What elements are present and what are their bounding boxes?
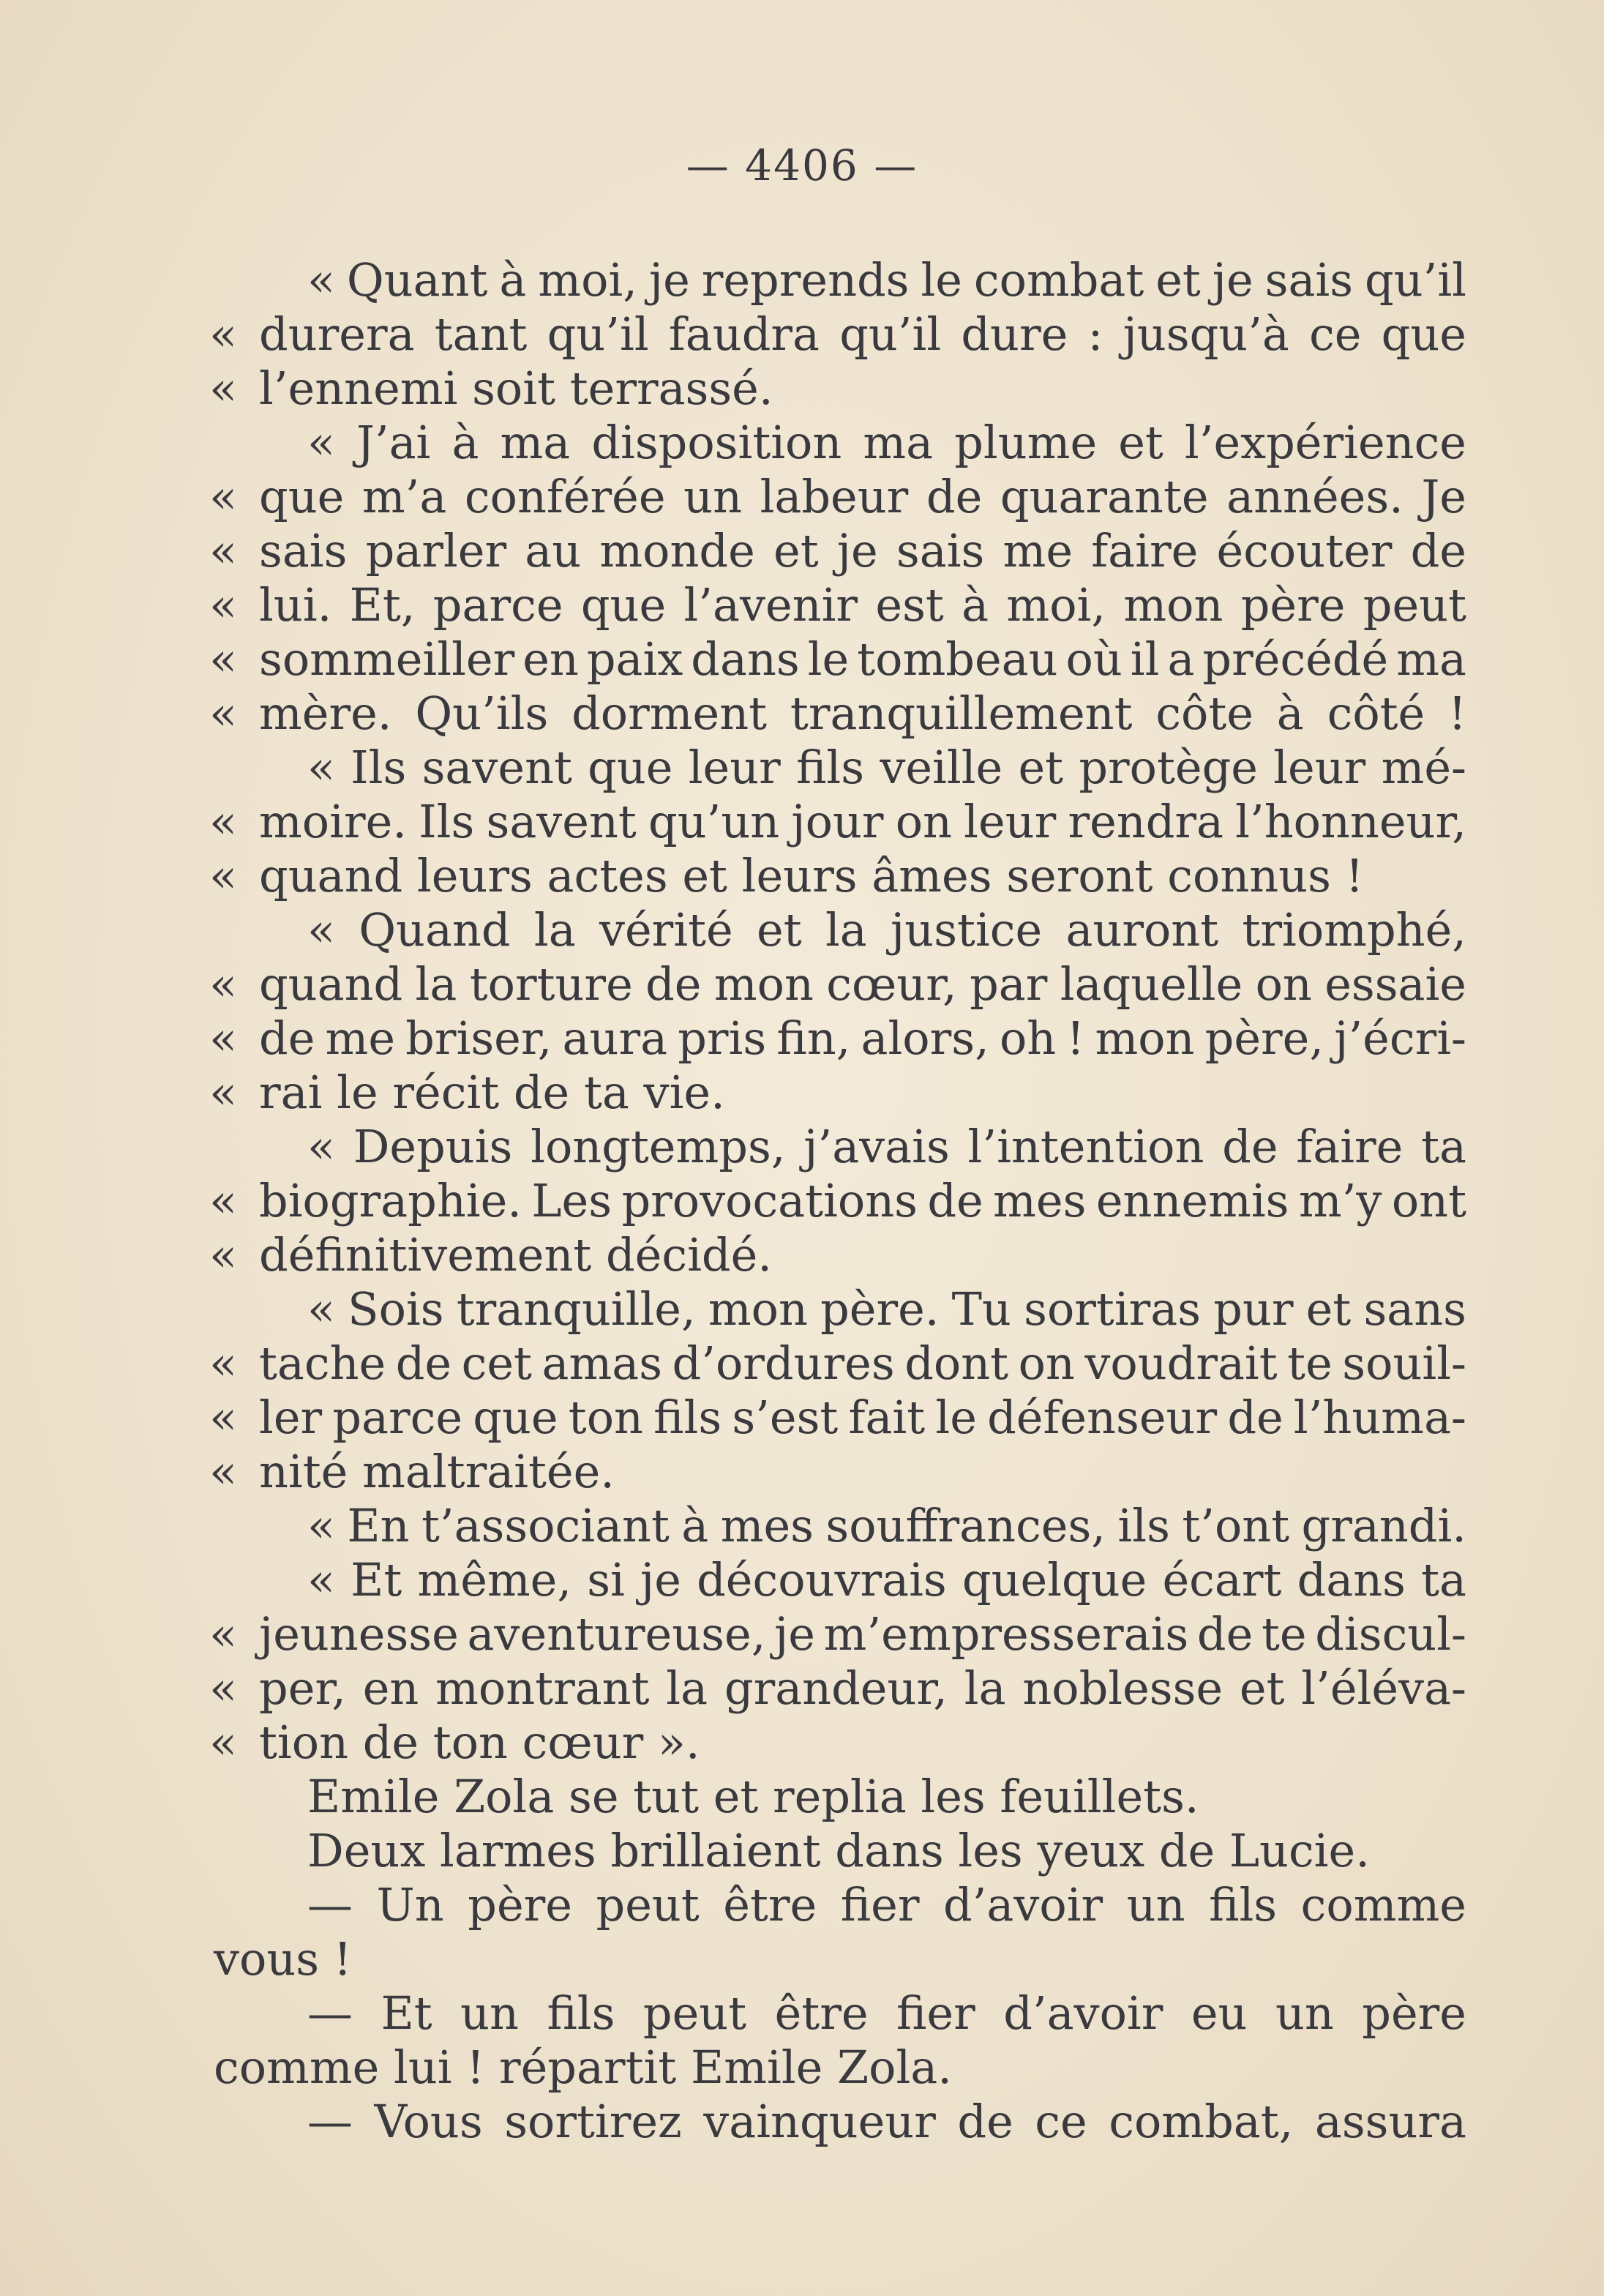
line-text: tion de ton cœur ». — [259, 1716, 700, 1769]
line-text: tache de cet amas d’ordures dont on voudrait te souil- — [259, 1336, 1466, 1390]
text-line — [209, 1174, 1466, 1228]
text-line — [214, 1282, 1466, 1336]
text-line — [209, 632, 1466, 687]
text-line — [214, 1499, 1466, 1553]
text-line — [214, 2041, 1466, 2095]
line-text: jeunesse aventureuse, je m’empresserais de te discul- — [259, 1607, 1466, 1661]
continuation-quote-mark: « — [209, 1661, 237, 1715]
line-text: mère. Qu’ils dorment tranquillement côte à côté ! — [259, 687, 1466, 740]
text-line — [209, 687, 1466, 741]
line-text: quand la torture de mon cœur, par laquelle on essaie — [259, 957, 1466, 1011]
line-text: comme lui ! répartit Emile Zola. — [214, 2041, 952, 2094]
text-line — [214, 741, 1466, 795]
text-line — [214, 1770, 1466, 1824]
text-line — [214, 253, 1466, 307]
line-text: définitivement décidé. — [259, 1228, 773, 1282]
text-line — [214, 1120, 1466, 1174]
text-line — [209, 1445, 1466, 1499]
continuation-quote-mark: « — [209, 307, 237, 361]
line-text: que m’a conférée un labeur de quarante années. Je — [259, 470, 1466, 523]
line-text: rai le récit de ta vie. — [259, 1066, 725, 1119]
text-line — [214, 1824, 1466, 1878]
line-text: moire. Ils savent qu’un jour on leur rendra l’honneur, — [259, 795, 1466, 848]
continuation-quote-mark: « — [209, 1066, 237, 1119]
line-text: — Un père peut être fier d’avoir un fils comme — [307, 1878, 1466, 1932]
continuation-quote-mark: « — [209, 1391, 237, 1444]
continuation-quote-mark: « — [209, 1607, 237, 1661]
text-line — [214, 903, 1466, 957]
continuation-quote-mark: « — [209, 849, 237, 902]
line-text: « Et même, si je découvrais quelque écart dans ta — [307, 1553, 1466, 1607]
continuation-quote-mark: « — [209, 362, 237, 415]
continuation-quote-mark: « — [209, 1445, 237, 1498]
line-text: « Sois tranquille, mon père. Tu sortiras pur et sans — [307, 1282, 1466, 1336]
line-text: « Ils savent que leur fils veille et protège leur mé- — [307, 741, 1466, 794]
line-text: « En t’associant à mes souffrances, ils t’ont grandi. — [307, 1499, 1466, 1552]
continuation-quote-mark: « — [209, 1011, 237, 1065]
text-line — [209, 362, 1466, 416]
continuation-quote-mark: « — [209, 1716, 237, 1769]
text-line — [214, 1553, 1466, 1607]
line-text: sais parler au monde et je sais me faire écouter de — [259, 524, 1466, 577]
text-line — [209, 1607, 1466, 1661]
text-line — [209, 1661, 1466, 1716]
text-line — [214, 1878, 1466, 1932]
continuation-quote-mark: « — [209, 524, 237, 577]
text-line — [209, 1011, 1466, 1066]
body-text — [209, 253, 1466, 2149]
text-line — [209, 849, 1466, 903]
text-line — [209, 957, 1466, 1011]
line-text: Emile Zola se tut et replia les feuillets. — [307, 1770, 1199, 1823]
line-text: biographie. Les provocations de mes ennemis m’y ont — [259, 1174, 1466, 1227]
line-text: — Vous sortirez vainqueur de ce combat, assura — [307, 2095, 1466, 2148]
continuation-quote-mark: « — [209, 578, 237, 632]
line-text: vous ! — [214, 1932, 352, 1986]
line-text: ler parce que ton fils s’est fait le défenseur de l’huma- — [259, 1391, 1466, 1444]
text-line — [214, 416, 1466, 470]
line-text: de me briser, aura pris fin, alors, oh ! mon père, j’écri- — [259, 1011, 1466, 1065]
line-text: durera tant qu’il faudra qu’il dure : jusqu’à ce que — [259, 307, 1466, 361]
text-line — [209, 1066, 1466, 1120]
line-text: « Depuis longtemps, j’avais l’intention de faire ta — [307, 1120, 1466, 1173]
text-line — [214, 2095, 1466, 2149]
line-text: lui. Et, parce que l’avenir est à moi, mon père peut — [259, 578, 1466, 632]
continuation-quote-mark: « — [209, 687, 237, 740]
line-text: — Et un fils peut être fier d’avoir eu un père — [307, 1986, 1466, 2040]
line-text: sommeiller en paix dans le tombeau où il a précédé ma — [259, 632, 1466, 686]
line-text: per, en montrant la grandeur, la noblesse et l’éléva- — [259, 1661, 1466, 1715]
text-line — [209, 1391, 1466, 1445]
page-number: — 4406 — — [686, 141, 918, 190]
text-line — [209, 578, 1466, 632]
text-line — [209, 1336, 1466, 1391]
line-text: quand leurs actes et leurs âmes seront connus ! — [259, 849, 1364, 902]
continuation-quote-mark: « — [209, 1228, 237, 1282]
continuation-quote-mark: « — [209, 957, 237, 1011]
continuation-quote-mark: « — [209, 632, 237, 686]
line-text: Deux larmes brillaient dans les yeux de Lucie. — [307, 1824, 1370, 1877]
continuation-quote-mark: « — [209, 470, 237, 523]
text-line — [209, 1716, 1466, 1770]
text-line — [209, 307, 1466, 362]
continuation-quote-mark: « — [209, 795, 237, 848]
line-text: « Quant à moi, je reprends le combat et je sais qu’il — [307, 253, 1466, 307]
line-text: l’ennemi soit terrassé. — [259, 362, 773, 415]
text-line — [214, 1986, 1466, 2041]
continuation-quote-mark: « — [209, 1174, 237, 1227]
text-line — [209, 470, 1466, 524]
line-text: « Quand la vérité et la justice auront triomphé, — [307, 903, 1466, 957]
text-line — [209, 524, 1466, 578]
continuation-quote-mark: « — [209, 1336, 237, 1390]
line-text: nité maltraitée. — [259, 1445, 615, 1498]
line-text: « J’ai à ma disposition ma plume et l’expérience — [307, 416, 1466, 469]
text-line — [209, 1228, 1466, 1282]
text-line — [209, 795, 1466, 849]
text-line — [214, 1932, 1466, 1986]
